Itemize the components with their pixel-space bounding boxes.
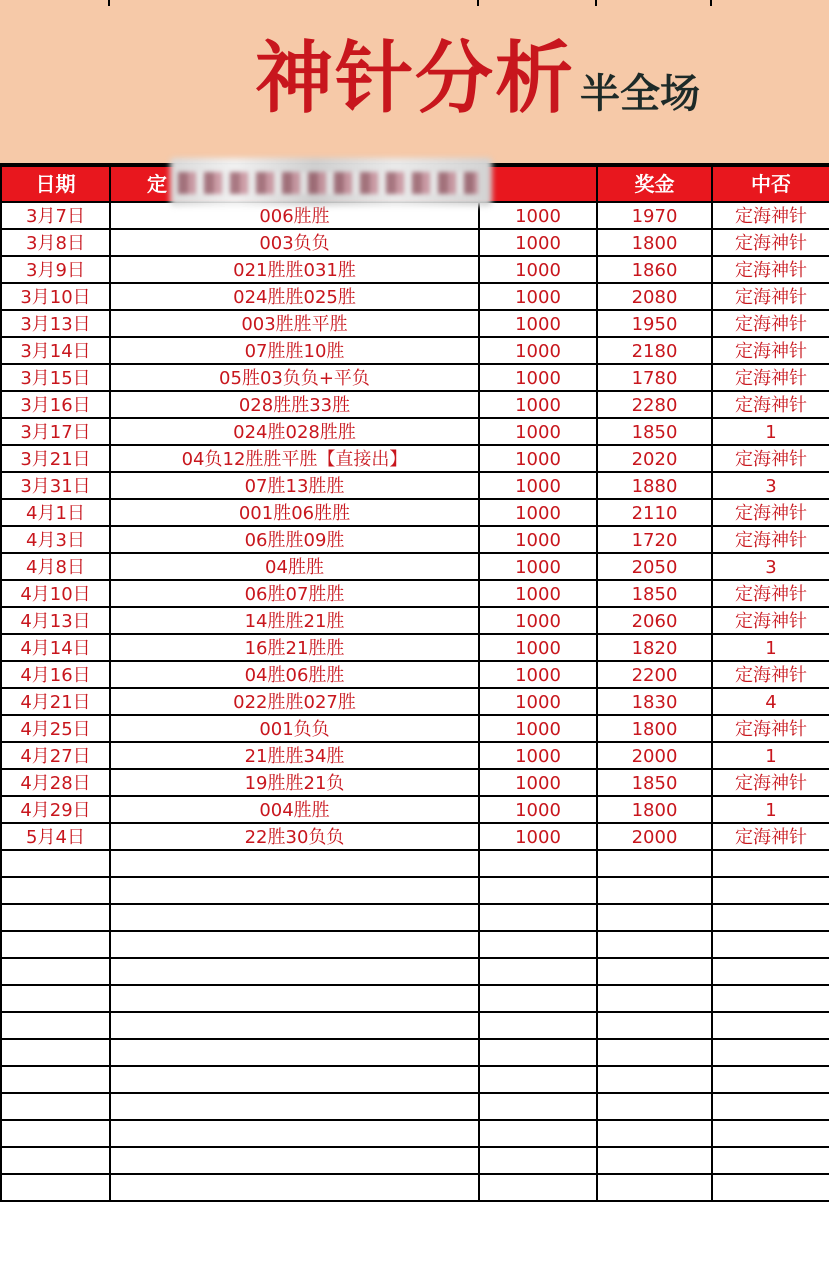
empty-cell bbox=[110, 958, 479, 985]
empty-row bbox=[1, 958, 829, 985]
cell-result: 定海神针 bbox=[712, 823, 829, 850]
cell-result: 定海神针 bbox=[712, 337, 829, 364]
empty-cell bbox=[712, 877, 829, 904]
empty-row bbox=[1, 931, 829, 958]
cell-prize: 1800 bbox=[597, 715, 712, 742]
cell-result: 定海神针 bbox=[712, 715, 829, 742]
empty-cell bbox=[712, 1039, 829, 1066]
empty-cell bbox=[479, 1066, 597, 1093]
cell-pick: 07胜胜10胜 bbox=[110, 337, 479, 364]
cell-result: 定海神针 bbox=[712, 283, 829, 310]
cell-prize: 1820 bbox=[597, 634, 712, 661]
empty-row bbox=[1, 1066, 829, 1093]
cell-stake: 1000 bbox=[479, 526, 597, 553]
cell-result: 定海神针 bbox=[712, 391, 829, 418]
empty-cell bbox=[712, 1066, 829, 1093]
table-row bbox=[1, 256, 829, 283]
empty-row bbox=[1, 877, 829, 904]
column-header-stake bbox=[479, 166, 597, 202]
grid-line bbox=[710, 0, 712, 6]
cell-pick: 22胜30负负 bbox=[110, 823, 479, 850]
table-row bbox=[1, 823, 829, 850]
cell-stake: 1000 bbox=[479, 202, 597, 229]
cell-prize: 2180 bbox=[597, 337, 712, 364]
cell-pick: 006胜胜 bbox=[110, 202, 479, 229]
table-row bbox=[1, 472, 829, 499]
cell-date: 4月25日 bbox=[1, 715, 110, 742]
cell-result: 1 bbox=[712, 418, 829, 445]
cell-result: 定海神针 bbox=[712, 607, 829, 634]
cell-prize: 2050 bbox=[597, 553, 712, 580]
empty-cell bbox=[1, 958, 110, 985]
empty-cell bbox=[110, 1093, 479, 1120]
cell-date: 4月27日 bbox=[1, 742, 110, 769]
cell-result: 定海神针 bbox=[712, 526, 829, 553]
empty-cell bbox=[1, 1039, 110, 1066]
cell-pick: 07胜13胜胜 bbox=[110, 472, 479, 499]
empty-cell bbox=[597, 904, 712, 931]
cell-pick: 04负12胜胜平胜【直接出】 bbox=[110, 445, 479, 472]
empty-cell bbox=[110, 850, 479, 877]
empty-cell bbox=[479, 1012, 597, 1039]
cell-stake: 1000 bbox=[479, 283, 597, 310]
cell-stake: 1000 bbox=[479, 661, 597, 688]
cell-prize: 1720 bbox=[597, 526, 712, 553]
cell-prize: 2060 bbox=[597, 607, 712, 634]
cell-date: 3月7日 bbox=[1, 202, 110, 229]
cell-date: 3月21日 bbox=[1, 445, 110, 472]
cell-prize: 2000 bbox=[597, 823, 712, 850]
cell-result: 定海神针 bbox=[712, 499, 829, 526]
empty-cell bbox=[712, 985, 829, 1012]
cell-date: 4月8日 bbox=[1, 553, 110, 580]
cell-stake: 1000 bbox=[479, 607, 597, 634]
cell-result: 4 bbox=[712, 688, 829, 715]
cell-stake: 1000 bbox=[479, 742, 597, 769]
empty-cell bbox=[1, 985, 110, 1012]
cell-result: 3 bbox=[712, 472, 829, 499]
empty-cell bbox=[1, 1066, 110, 1093]
empty-cell bbox=[1, 1012, 110, 1039]
empty-cell bbox=[597, 1012, 712, 1039]
empty-cell bbox=[1, 1174, 110, 1201]
cell-date: 4月16日 bbox=[1, 661, 110, 688]
table-row bbox=[1, 634, 829, 661]
empty-cell bbox=[110, 931, 479, 958]
empty-row bbox=[1, 1174, 829, 1201]
cell-date: 3月14日 bbox=[1, 337, 110, 364]
cell-stake: 1000 bbox=[479, 634, 597, 661]
cell-pick: 024胜028胜胜 bbox=[110, 418, 479, 445]
cell-pick: 001负负 bbox=[110, 715, 479, 742]
redaction-mosaic bbox=[178, 172, 478, 194]
cell-result: 定海神针 bbox=[712, 310, 829, 337]
cell-stake: 1000 bbox=[479, 445, 597, 472]
cell-stake: 1000 bbox=[479, 796, 597, 823]
cell-stake: 1000 bbox=[479, 256, 597, 283]
empty-row bbox=[1, 850, 829, 877]
empty-cell bbox=[597, 1147, 712, 1174]
cell-prize: 1850 bbox=[597, 418, 712, 445]
header-banner bbox=[0, 0, 829, 165]
cell-date: 3月13日 bbox=[1, 310, 110, 337]
table-row bbox=[1, 202, 829, 229]
cell-date: 4月1日 bbox=[1, 499, 110, 526]
cell-stake: 1000 bbox=[479, 391, 597, 418]
column-header-prize: 奖金 bbox=[597, 166, 712, 202]
cell-result: 3 bbox=[712, 553, 829, 580]
cell-result: 定海神针 bbox=[712, 661, 829, 688]
table-row bbox=[1, 337, 829, 364]
empty-cell bbox=[597, 1093, 712, 1120]
empty-cell bbox=[597, 958, 712, 985]
empty-cell bbox=[479, 985, 597, 1012]
empty-cell bbox=[1, 931, 110, 958]
cell-date: 3月31日 bbox=[1, 472, 110, 499]
cell-prize: 1800 bbox=[597, 229, 712, 256]
cell-stake: 1000 bbox=[479, 418, 597, 445]
empty-cell bbox=[597, 985, 712, 1012]
cell-result: 定海神针 bbox=[712, 202, 829, 229]
cell-prize: 2110 bbox=[597, 499, 712, 526]
page-subtitle: 半全场 bbox=[580, 71, 700, 117]
cell-stake: 1000 bbox=[479, 580, 597, 607]
cell-prize: 1880 bbox=[597, 472, 712, 499]
cell-prize: 2280 bbox=[597, 391, 712, 418]
cell-stake: 1000 bbox=[479, 310, 597, 337]
table-row bbox=[1, 445, 829, 472]
cell-stake: 1000 bbox=[479, 364, 597, 391]
cell-stake: 1000 bbox=[479, 472, 597, 499]
grid-line bbox=[477, 0, 479, 6]
cell-result: 定海神针 bbox=[712, 769, 829, 796]
cell-date: 4月13日 bbox=[1, 607, 110, 634]
empty-cell bbox=[110, 1120, 479, 1147]
cell-prize: 1850 bbox=[597, 580, 712, 607]
cell-date: 4月10日 bbox=[1, 580, 110, 607]
grid-line bbox=[108, 0, 110, 6]
empty-cell bbox=[479, 850, 597, 877]
cell-prize: 1800 bbox=[597, 796, 712, 823]
table-row bbox=[1, 391, 829, 418]
cell-result: 1 bbox=[712, 742, 829, 769]
cell-pick: 04胜06胜胜 bbox=[110, 661, 479, 688]
cell-prize: 1850 bbox=[597, 769, 712, 796]
empty-cell bbox=[597, 877, 712, 904]
empty-cell bbox=[712, 1174, 829, 1201]
empty-cell bbox=[110, 1174, 479, 1201]
table-row bbox=[1, 418, 829, 445]
empty-cell bbox=[110, 1039, 479, 1066]
cell-pick: 21胜胜34胜 bbox=[110, 742, 479, 769]
empty-cell bbox=[479, 904, 597, 931]
cell-pick: 024胜胜025胜 bbox=[110, 283, 479, 310]
cell-stake: 1000 bbox=[479, 715, 597, 742]
table-row bbox=[1, 607, 829, 634]
table-row bbox=[1, 499, 829, 526]
table-row bbox=[1, 364, 829, 391]
cell-stake: 1000 bbox=[479, 688, 597, 715]
empty-cell bbox=[597, 1066, 712, 1093]
cell-prize: 2020 bbox=[597, 445, 712, 472]
empty-cell bbox=[1, 877, 110, 904]
cell-pick: 021胜胜031胜 bbox=[110, 256, 479, 283]
table-row bbox=[1, 661, 829, 688]
empty-row bbox=[1, 985, 829, 1012]
cell-result: 定海神针 bbox=[712, 364, 829, 391]
empty-cell bbox=[1, 1147, 110, 1174]
cell-prize: 1780 bbox=[597, 364, 712, 391]
cell-prize: 2000 bbox=[597, 742, 712, 769]
empty-cell bbox=[597, 1120, 712, 1147]
cell-pick: 003胜胜平胜 bbox=[110, 310, 479, 337]
cell-date: 3月17日 bbox=[1, 418, 110, 445]
empty-row bbox=[1, 1012, 829, 1039]
empty-cell bbox=[1, 1120, 110, 1147]
table-row bbox=[1, 580, 829, 607]
empty-cell bbox=[110, 1147, 479, 1174]
cell-pick: 022胜胜027胜 bbox=[110, 688, 479, 715]
cell-date: 3月15日 bbox=[1, 364, 110, 391]
cell-prize: 1830 bbox=[597, 688, 712, 715]
grid-line bbox=[595, 0, 597, 6]
cell-stake: 1000 bbox=[479, 769, 597, 796]
cell-pick: 001胜06胜胜 bbox=[110, 499, 479, 526]
cell-stake: 1000 bbox=[479, 499, 597, 526]
column-header-pick: 定 bbox=[110, 166, 479, 202]
cell-prize: 2080 bbox=[597, 283, 712, 310]
empty-cell bbox=[479, 1174, 597, 1201]
cell-result: 1 bbox=[712, 634, 829, 661]
table-row bbox=[1, 229, 829, 256]
cell-stake: 1000 bbox=[479, 823, 597, 850]
cell-pick: 04胜胜 bbox=[110, 553, 479, 580]
results-table bbox=[0, 165, 829, 1202]
cell-pick: 003负负 bbox=[110, 229, 479, 256]
empty-row bbox=[1, 1120, 829, 1147]
empty-cell bbox=[597, 1039, 712, 1066]
empty-row bbox=[1, 1093, 829, 1120]
empty-cell bbox=[1, 1093, 110, 1120]
cell-date: 4月3日 bbox=[1, 526, 110, 553]
empty-cell bbox=[712, 1120, 829, 1147]
cell-stake: 1000 bbox=[479, 337, 597, 364]
empty-cell bbox=[110, 904, 479, 931]
table-row bbox=[1, 742, 829, 769]
cell-date: 4月21日 bbox=[1, 688, 110, 715]
cell-date: 5月4日 bbox=[1, 823, 110, 850]
empty-cell bbox=[712, 1093, 829, 1120]
empty-cell bbox=[712, 1147, 829, 1174]
column-header-result: 中否 bbox=[712, 166, 829, 202]
cell-pick: 06胜07胜胜 bbox=[110, 580, 479, 607]
cell-date: 4月28日 bbox=[1, 769, 110, 796]
cell-result: 1 bbox=[712, 796, 829, 823]
empty-cell bbox=[597, 1174, 712, 1201]
empty-cell bbox=[712, 1012, 829, 1039]
empty-cell bbox=[110, 877, 479, 904]
cell-date: 4月14日 bbox=[1, 634, 110, 661]
cell-pick: 06胜胜09胜 bbox=[110, 526, 479, 553]
empty-cell bbox=[479, 1120, 597, 1147]
empty-cell bbox=[712, 904, 829, 931]
empty-cell bbox=[597, 850, 712, 877]
table-row bbox=[1, 526, 829, 553]
cell-result: 定海神针 bbox=[712, 229, 829, 256]
cell-pick: 14胜胜21胜 bbox=[110, 607, 479, 634]
cell-pick: 16胜21胜胜 bbox=[110, 634, 479, 661]
cell-pick: 004胜胜 bbox=[110, 796, 479, 823]
empty-cell bbox=[110, 1012, 479, 1039]
cell-result: 定海神针 bbox=[712, 256, 829, 283]
cell-result: 定海神针 bbox=[712, 580, 829, 607]
cell-pick: 19胜胜21负 bbox=[110, 769, 479, 796]
empty-cell bbox=[1, 850, 110, 877]
cell-date: 3月8日 bbox=[1, 229, 110, 256]
page-title: 神针分析 bbox=[255, 34, 576, 124]
cell-prize: 1970 bbox=[597, 202, 712, 229]
empty-cell bbox=[479, 1147, 597, 1174]
cell-date: 3月16日 bbox=[1, 391, 110, 418]
empty-cell bbox=[479, 958, 597, 985]
cell-pick: 028胜胜33胜 bbox=[110, 391, 479, 418]
cell-stake: 1000 bbox=[479, 553, 597, 580]
empty-cell bbox=[479, 1039, 597, 1066]
empty-cell bbox=[110, 1066, 479, 1093]
empty-cell bbox=[1, 904, 110, 931]
cell-prize: 2200 bbox=[597, 661, 712, 688]
column-header-date: 日期 bbox=[1, 166, 110, 202]
empty-row bbox=[1, 1147, 829, 1174]
cell-date: 3月10日 bbox=[1, 283, 110, 310]
cell-prize: 1860 bbox=[597, 256, 712, 283]
cell-result: 定海神针 bbox=[712, 445, 829, 472]
empty-cell bbox=[712, 850, 829, 877]
cell-prize: 1950 bbox=[597, 310, 712, 337]
cell-date: 3月9日 bbox=[1, 256, 110, 283]
empty-cell bbox=[479, 877, 597, 904]
table-row bbox=[1, 310, 829, 337]
cell-date: 4月29日 bbox=[1, 796, 110, 823]
table-row bbox=[1, 688, 829, 715]
empty-row bbox=[1, 1039, 829, 1066]
empty-cell bbox=[479, 1093, 597, 1120]
empty-cell bbox=[110, 985, 479, 1012]
table-row bbox=[1, 769, 829, 796]
empty-cell bbox=[479, 931, 597, 958]
cell-pick: 05胜03负负+平负 bbox=[110, 364, 479, 391]
empty-cell bbox=[712, 958, 829, 985]
empty-cell bbox=[597, 931, 712, 958]
table-row bbox=[1, 283, 829, 310]
empty-row bbox=[1, 904, 829, 931]
table-body bbox=[1, 202, 829, 1201]
table-row bbox=[1, 796, 829, 823]
empty-cell bbox=[712, 931, 829, 958]
table-row bbox=[1, 715, 829, 742]
cell-stake: 1000 bbox=[479, 229, 597, 256]
table-row bbox=[1, 553, 829, 580]
